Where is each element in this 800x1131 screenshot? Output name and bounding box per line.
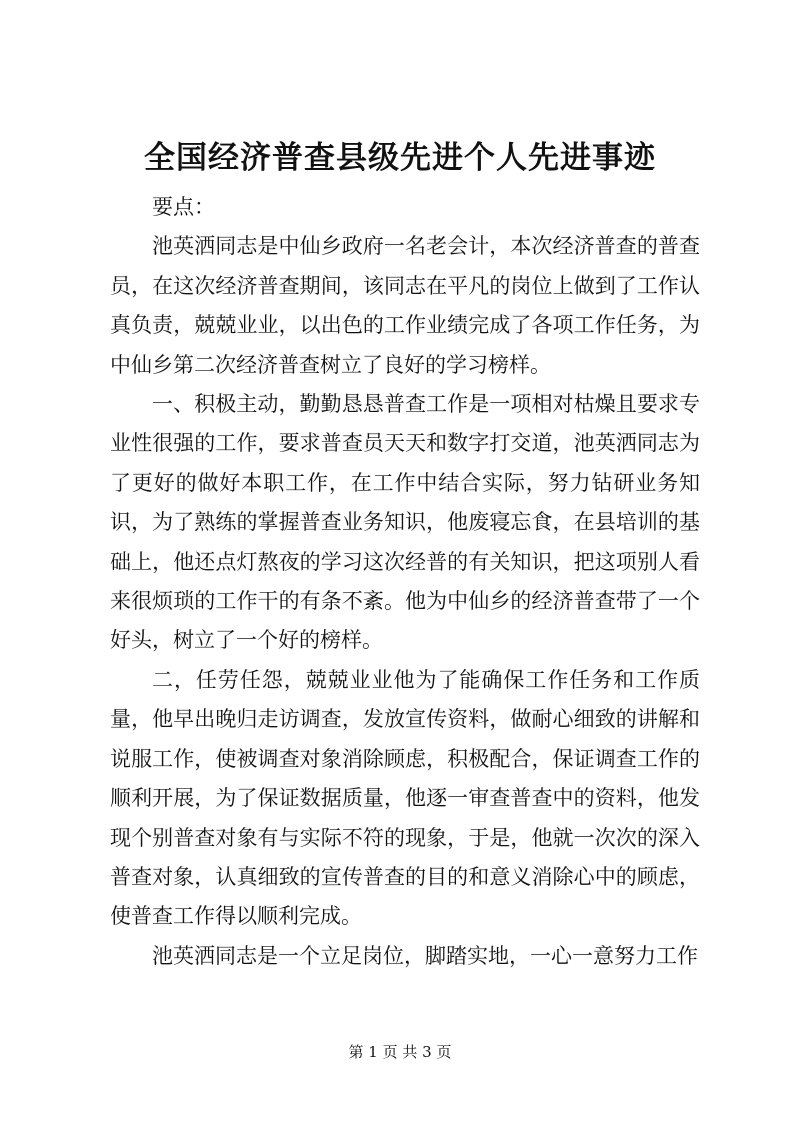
document-title: 全国经济普查县级先进个人先进事迹 bbox=[144, 140, 656, 176]
paragraph-section-two: 二，任劳任怨，兢兢业业他为了能确保工作任务和工作质量，他早出晚归走访调查，发放宣传资料，做耐心细致的讲解和说服工作，使被调查对象消除顾虑，积极配合，保证调查工作的顺利开展，为了保证数据质量，他逐一审查普查中的资料，他发现个别普查对象有与实际不符的现象，于是，他就一次次的深入普查对象，认真细致的宣传普查的目的和意义消除心中的顾虑，使普查工作得以顺利完成。 bbox=[110, 667, 700, 929]
paragraph-section-one: 一、积极主动，勤勤恳恳普查工作是一项相对枯燥且要求专业性很强的工作，要求普查员天天和数字打交道，池英洒同志为了更好的做好本职工作，在工作中结合实际，努力钻研业务知识，为了熟练的掌握普查业务知识，他废寝忘食，在县培训的基础上，他还点灯熬夜的学习这次经普的有关知识，把这项别人看来很烦琐的工作干的有条不紊。他为中仙乡的经济普查带了一个好头，树立了一个好的榜样。 bbox=[110, 392, 700, 653]
page-number-footer: 第 1 页 共 3 页 bbox=[348, 1043, 452, 1061]
paragraph-key-points: 要点： bbox=[152, 195, 215, 219]
paragraph-intro: 池英洒同志是中仙乡政府一名老会计，本次经济普查的普查员，在这次经济普查期间，该同志在平凡的岗位上做到了工作认真负责，兢兢业业，以出色的工作业绩完成了各项工作任务，为中仙乡第二次经济普查树立了良好的学习榜样。 bbox=[110, 234, 700, 377]
document-body bbox=[110, 188, 700, 976]
paragraph-closing: 池英洒同志是一个立足岗位，脚踏实地，一心一意努力工作 bbox=[152, 943, 698, 968]
